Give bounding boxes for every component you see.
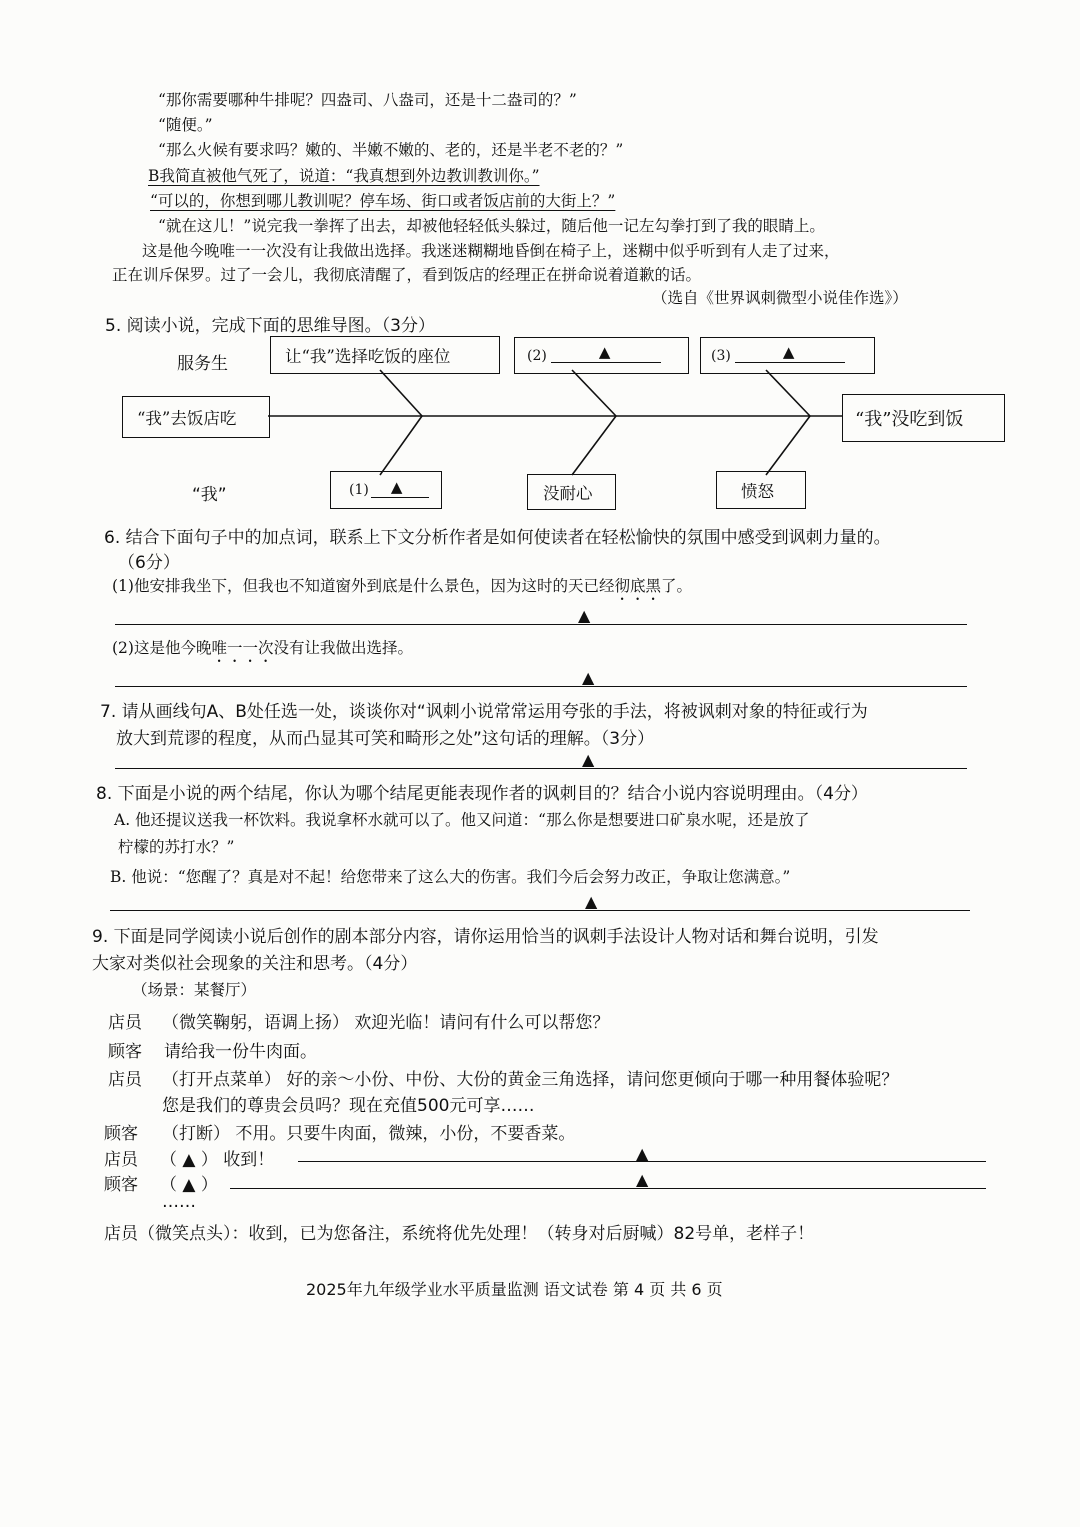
q9-scene: （场景：某餐厅）: [132, 981, 257, 999]
passage-line: “那你需要哪种牛排呢？四盎司、八盎司，还是十二盎司的？”: [158, 91, 577, 109]
dialogue-role: 顾客: [104, 1124, 138, 1144]
q8-option-a-cont: 柠檬的苏打水？”: [118, 838, 235, 856]
q6-s1-text: (1)他安排我坐下，但我也不知道窗外到底是什么景色，因为这时的天已经: [112, 577, 615, 595]
q8-option-a: A. 他还提议送我一杯饮料。我说拿杯水就可以了。他又问道：“那么你是想要进口矿泉水呢，还是放了: [114, 811, 810, 829]
mindmap-top-2-label: (2): [527, 347, 547, 364]
mindmap-bottom-2: [527, 474, 616, 510]
underlined-sentence-b: B我简直被他气死了，说道：“我真想到外边教训教训你。”: [148, 167, 540, 185]
q6-sentence-2: [112, 636, 413, 666]
blank-marker: ▲: [598, 343, 611, 361]
blank-2[interactable]: [551, 343, 661, 363]
passage-line: 这是他今晚唯一一次没有让我做出选择。我迷迷糊糊地昏倒在椅子上，迷糊中似乎听到有人走了过来，: [142, 242, 840, 260]
blank-marker: ▲: [390, 477, 403, 496]
dialogue-role: 顾客: [104, 1175, 138, 1195]
mindmap-top-1: [270, 336, 500, 374]
mindmap-top-2: [514, 337, 689, 374]
passage-line: “就在这儿！”说完我一拳挥了出去，却被他轻轻低头躲过，随后他一记左勾拳打到了我的眼睛上。: [158, 217, 825, 235]
answer-marker: ▲: [578, 606, 591, 625]
blank-marker: ▲: [782, 343, 795, 361]
q6-s2-text: (2)这是他今晚: [112, 639, 212, 657]
page-footer: 2025年九年级学业水平质量监测 语文试卷 第 4 页 共 6 页: [306, 1280, 723, 1299]
mindmap-bottom-1: [330, 471, 442, 509]
q6-sentence-1: [112, 574, 692, 604]
q6-score: （6分）: [118, 553, 180, 573]
dialogue-text: （打开点菜单） 好的亲～小份、中份、大份的黄金三角选择，请问您更倾向于哪一种用餐体验呢？: [162, 1070, 899, 1090]
mindmap-bottom-1-label: (1): [349, 482, 369, 498]
mindmap-top-1-label: 让“我”选择吃饭的座位: [285, 347, 451, 366]
dialogue-text-cont: 您是我们的尊贵会员吗？现在充值500元可享……: [162, 1096, 535, 1116]
passage-line: 正在训斥保罗。过了一会儿，我彻底清醒了，看到饭店的经理正在拼命说着道歉的话。: [112, 266, 702, 284]
passage-source: （选自《世界讽刺微型小说佳作选》）: [652, 289, 908, 307]
answer-line-6-1[interactable]: [115, 624, 967, 625]
answer-marker: ▲: [582, 750, 595, 769]
q8-option-b: B. 他说：“您醒了？真是对不起！给您带来了这么大的伤害。我们今后会努力改正，争取让您满意。”: [110, 868, 791, 886]
q7-line-2: 放大到荒谬的程度，从而凸显其可笑和畸形之处”这句话的理解。（3分）: [116, 729, 655, 749]
dialogue-role: 店员: [108, 1070, 142, 1090]
passage-line: “随便。”: [158, 116, 213, 134]
row-label-me: “我”: [192, 485, 227, 505]
dialogue-text: 请给我一份牛肉面。: [164, 1042, 317, 1062]
mindmap-start: [122, 396, 270, 438]
answer-marker: ▲: [636, 1170, 649, 1189]
underlined-sentence-b-2: “可以的，你想到哪儿教训呢？停车场、街口或者饭店前的大街上？”: [150, 192, 616, 210]
q9-line-2: 大家对类似社会现象的关注和思考。（4分）: [92, 954, 418, 974]
mindmap-bottom-3-label: 愤怒: [741, 482, 774, 501]
answer-line-6-2[interactable]: [115, 686, 967, 687]
answer-marker: ▲: [585, 892, 598, 911]
row-label-waiter: 服务生: [177, 354, 228, 374]
q8-prompt: 8. 下面是小说的两个结尾，你认为哪个结尾更能表现作者的讽刺目的？结合小说内容说明理由。（4分）: [96, 784, 868, 804]
dialogue-text: （ ▲ ）: [160, 1175, 218, 1195]
passage-line: “那么火候有要求吗？嫩的、半嫩不嫩的、老的，还是半老不老的？”: [158, 141, 624, 159]
answer-line-8[interactable]: [110, 910, 970, 911]
q6-s1-dotted: 彻底黑: [614, 577, 661, 595]
mindmap-end-label: “我”没吃到饭: [855, 409, 964, 430]
mindmap-end: [842, 394, 1005, 442]
dialogue-final: 店员（微笑点头）：收到，已为您备注，系统将优先处理！（转身对后厨喊）82号单，老样子！: [104, 1224, 815, 1244]
blank-3[interactable]: [735, 343, 845, 363]
q6-prompt: 6. 结合下面句子中的加点词，联系上下文分析作者是如何使读者在轻松愉快的氛围中感受到讽刺力量的。: [104, 528, 891, 548]
q9-line-1: 9. 下面是同学阅读小说后创作的剧本部分内容，请你运用恰当的讽刺手法设计人物对话和舞台说明，引发: [92, 927, 879, 947]
mindmap-bottom-2-label: 没耐心: [543, 484, 593, 503]
q6-s2-dotted: 唯一一次: [211, 639, 274, 657]
dialogue-text: （ ▲ ） 收到！: [160, 1150, 275, 1170]
answer-line-9-1[interactable]: [298, 1161, 986, 1162]
mindmap-bottom-3: [716, 471, 806, 509]
q5-prompt: 5. 阅读小说，完成下面的思维导图。（3分）: [105, 316, 435, 336]
answer-line-9-2[interactable]: [230, 1188, 986, 1189]
q6-s1-end: 了。: [660, 577, 692, 595]
q7-line-1: 7. 请从画线句A、B处任选一处，谈谈你对“讽刺小说常常运用夸张的手法，将被讽刺对象的特征或行为: [100, 702, 868, 722]
dialogue-role: 店员: [104, 1150, 138, 1170]
mindmap-top-3: [700, 337, 875, 374]
answer-line-7[interactable]: [115, 768, 967, 769]
mindmap-top-3-label: (3): [711, 347, 731, 364]
dialogue-text: （微笑鞠躬，语调上扬） 欢迎光临！请问有什么可以帮您？: [162, 1013, 610, 1033]
answer-marker: ▲: [636, 1144, 649, 1163]
dialogue-role: 顾客: [108, 1042, 142, 1062]
mindmap-start-label: “我”去饭店吃: [137, 409, 237, 428]
ellipsis: ……: [162, 1192, 196, 1212]
blank-1[interactable]: [371, 477, 429, 498]
dialogue-text: （打断） 不用。只要牛肉面，微辣，小份，不要香菜。: [162, 1124, 576, 1144]
dialogue-role: 店员: [108, 1013, 142, 1033]
answer-marker: ▲: [582, 668, 595, 687]
q6-s2-end: 没有让我做出选择。: [273, 639, 413, 657]
